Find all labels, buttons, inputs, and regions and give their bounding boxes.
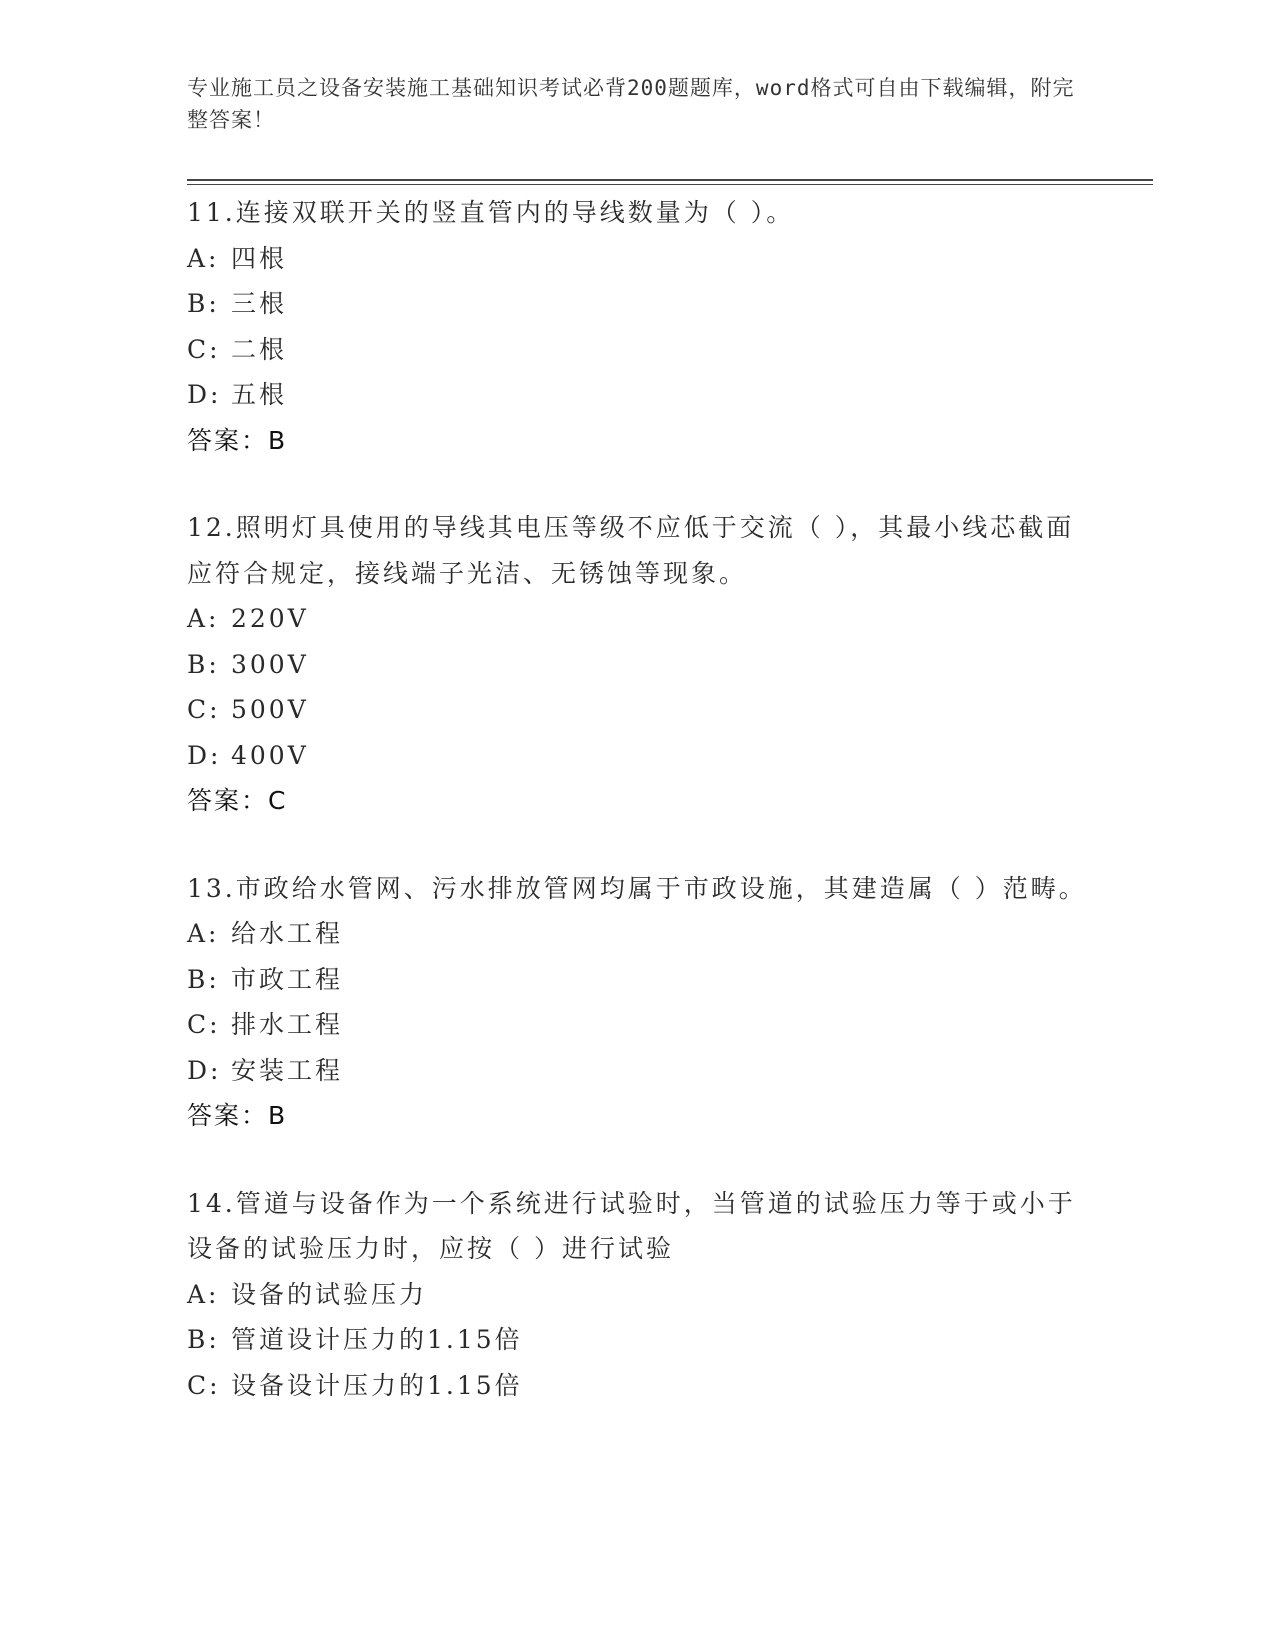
option-b <box>187 642 1087 688</box>
option-letter: A: <box>187 243 220 273</box>
option-letter: A: <box>187 1279 220 1309</box>
option-letter: D: <box>187 740 222 770</box>
option-text: 给水工程 <box>231 919 344 948</box>
option-a <box>187 236 1087 282</box>
option-b <box>187 1317 1087 1363</box>
option-letter: A: <box>187 604 220 633</box>
option-text: 设备的试验压力 <box>231 1279 428 1309</box>
question-list <box>187 190 1087 1450</box>
option-letter: C: <box>187 695 221 724</box>
option-text: 三根 <box>231 289 288 318</box>
question-text: 14.管道与设备作为一个系统进行试验时，当管道的试验压力等于或小于设备的试验压力时，应按（ ）进行试验 <box>187 1188 1076 1263</box>
option-text: 500V <box>231 695 309 724</box>
option-text: 设备设计压力的1.15倍 <box>231 1370 523 1400</box>
option-letter: D: <box>187 380 222 409</box>
question-text: 13.市政给水管网、污水排放管网均属于市政设施，其建造属（ ）范畴。 <box>187 873 1087 903</box>
option-d <box>187 733 1087 779</box>
option-letter: B: <box>187 289 220 318</box>
option-text: 管道设计压力的1.15倍 <box>231 1325 523 1354</box>
question-11 <box>187 190 1087 463</box>
question-14 <box>187 1181 1087 1409</box>
option-letter: B: <box>187 1325 220 1354</box>
option-text: 二根 <box>231 334 288 364</box>
option-letter: C: <box>187 334 221 364</box>
question-12 <box>187 505 1087 824</box>
option-text: 安装工程 <box>231 1055 344 1085</box>
option-text: 220V <box>231 604 309 633</box>
option-c <box>187 1363 1087 1409</box>
header-divider-thin <box>187 184 1153 185</box>
option-letter: B: <box>187 649 220 679</box>
option-text: 五根 <box>231 380 288 409</box>
option-a <box>187 596 1087 642</box>
document-header: 专业施工员之设备安装施工基础知识考试必背200题题库，word格式可自由下载编辑，附完整答案！ <box>187 76 1075 132</box>
question-text: 12.照明灯具使用的导线其电压等级不应低于交流（ ），其最小线芯截面应符合规定，接线端子光洁、无锈蚀等现象。 <box>187 513 1075 588</box>
option-a <box>187 1272 1087 1318</box>
option-c <box>187 327 1087 373</box>
option-text: 400V <box>231 740 309 770</box>
option-letter: A: <box>187 919 220 948</box>
option-c <box>187 1002 1087 1048</box>
option-text: 300V <box>231 649 309 679</box>
option-letter: C: <box>187 1010 221 1039</box>
question-text: 11.连接双联开关的竖直管内的导线数量为（ ）。 <box>187 198 795 227</box>
answer-line: 答案：B <box>187 425 288 455</box>
option-b <box>187 957 1087 1003</box>
option-letter: D: <box>187 1055 222 1085</box>
option-letter: B: <box>187 964 220 994</box>
answer-line: 答案：B <box>187 1101 288 1130</box>
option-text: 四根 <box>231 243 288 273</box>
option-d <box>187 372 1087 418</box>
answer-line: 答案：C <box>187 786 288 815</box>
option-c <box>187 687 1087 733</box>
option-text: 市政工程 <box>231 964 344 994</box>
option-letter: C: <box>187 1370 221 1400</box>
option-a <box>187 911 1087 957</box>
header-divider <box>187 179 1153 181</box>
option-d <box>187 1048 1087 1094</box>
question-13 <box>187 866 1087 1139</box>
option-text: 排水工程 <box>231 1010 344 1039</box>
option-b <box>187 281 1087 327</box>
